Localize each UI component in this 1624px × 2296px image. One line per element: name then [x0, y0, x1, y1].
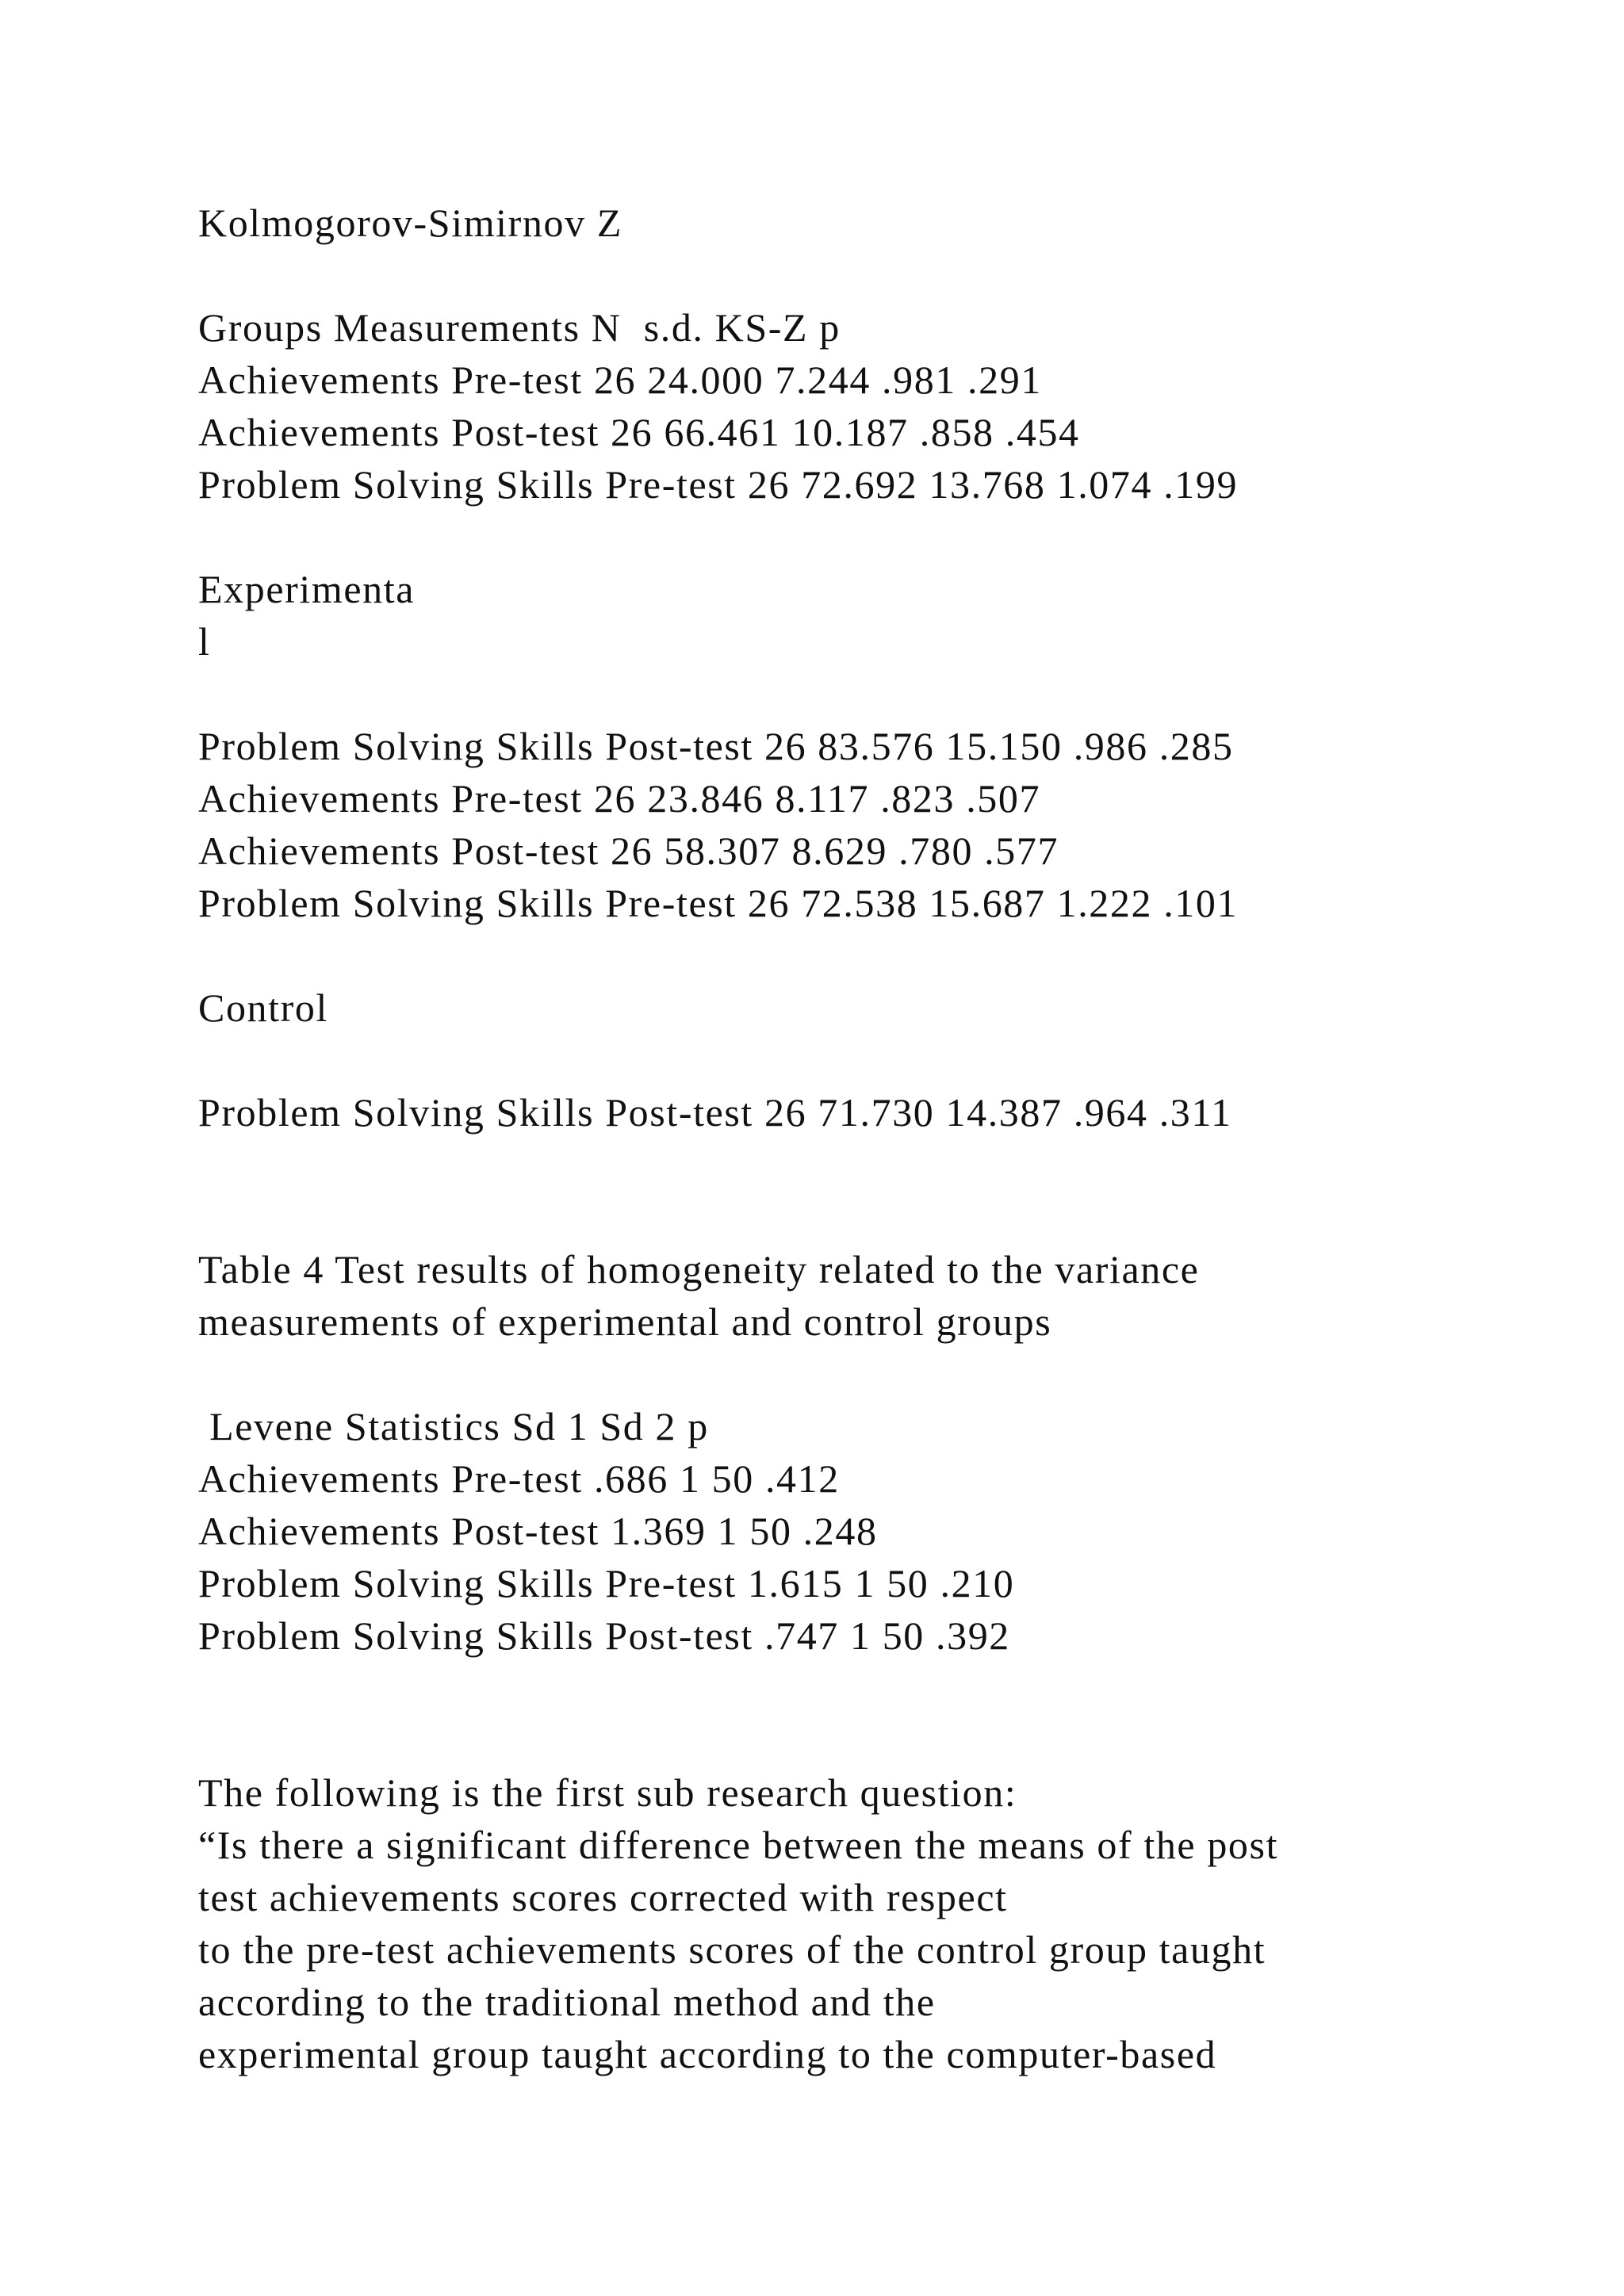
- levene-table-row: Problem Solving Skills Pre-test 1.615 1 50 .210: [198, 1561, 1015, 1605]
- group-label-experimental-wrap: l: [198, 619, 211, 664]
- levene-table-header: Levene Statistics Sd 1 Sd 2 p: [198, 1404, 709, 1448]
- paragraph-line: to the pre-test achievements scores of the control group taught: [198, 1927, 1266, 1972]
- paragraph-line: The following is the first sub research question:: [198, 1770, 1017, 1815]
- ks-table-row: Problem Solving Skills Post-test 26 83.576 15.150 .986 .285: [198, 724, 1234, 768]
- group-label-experimental: Experimenta: [198, 567, 416, 611]
- paragraph-line: “Is there a significant difference between the means of the post: [198, 1823, 1279, 1867]
- ks-table-header: Groups Measurements N s.d. KS-Z p: [198, 305, 841, 350]
- paragraph-line: experimental group taught according to the computer-based: [198, 2032, 1217, 2076]
- ks-table-row: Achievements Post-test 26 66.461 10.187 .858 .454: [198, 410, 1080, 454]
- levene-table-row: Achievements Pre-test .686 1 50 .412: [198, 1456, 840, 1501]
- ks-table-row: Problem Solving Skills Pre-test 26 72.692 13.768 1.074 .199: [198, 462, 1239, 507]
- ks-table-row: Achievements Pre-test 26 23.846 8.117 .823 .507: [198, 776, 1041, 821]
- section-heading: Kolmogorov-Simirnov Z: [198, 201, 622, 245]
- table-caption: Table 4 Test results of homogeneity related to the variance: [198, 1247, 1200, 1292]
- group-label-control: Control: [198, 985, 328, 1030]
- levene-table-row: Achievements Post-test 1.369 1 50 .248: [198, 1509, 878, 1553]
- ks-table-row: Achievements Post-test 26 58.307 8.629 .780 .577: [198, 828, 1059, 873]
- document-page: [198, 0, 1546, 2076]
- table-caption: measurements of experimental and control groups: [198, 1299, 1052, 1344]
- ks-table-row: Problem Solving Skills Post-test 26 71.730 14.387 .964 .311: [198, 1090, 1232, 1135]
- ks-table-row: Problem Solving Skills Pre-test 26 72.538 15.687 1.222 .101: [198, 881, 1239, 925]
- paragraph-line: test achievements scores corrected with respect: [198, 1875, 1008, 1919]
- paragraph-line: according to the traditional method and the: [198, 1980, 936, 2024]
- levene-table-row: Problem Solving Skills Post-test .747 1 50 .392: [198, 1613, 1010, 1658]
- ks-table-row: Achievements Pre-test 26 24.000 7.244 .981 .291: [198, 358, 1042, 402]
